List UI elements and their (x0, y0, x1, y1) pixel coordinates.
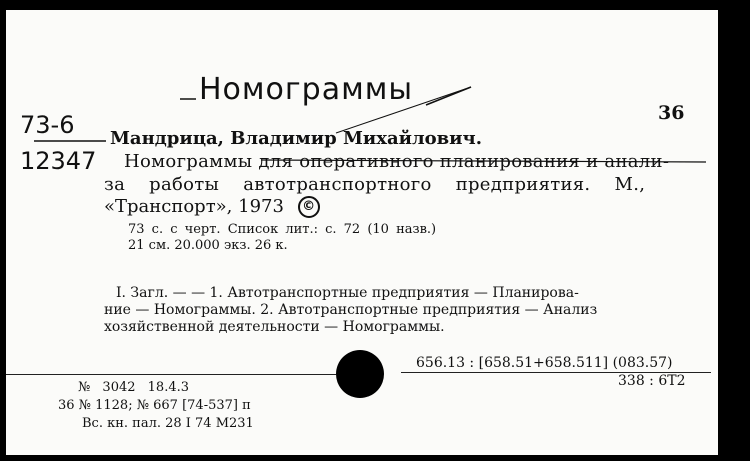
bbk-line: 338 : 6Т2 (618, 373, 686, 389)
subjects-line-3: хозяйственной деятельности — Номограммы. (104, 319, 445, 335)
udc-line: 656.13 : [658.51+658.511] (083.57) (416, 355, 673, 371)
copyright-icon: © (298, 196, 320, 218)
publisher-line (104, 196, 320, 218)
author-heading: Мандрица, Владимир Михайлович. (110, 128, 482, 149)
reg-line-1: № 3042 18.4.3 (78, 380, 189, 395)
card-number: 36 (658, 102, 685, 124)
call-number-bottom: 12347 (20, 147, 97, 175)
left-rule (6, 374, 336, 375)
title-line-2: за работы автотранспортного предприятия. М., (104, 174, 646, 195)
subjects-line-2: ние — Номограммы. 2. Автотранспортные предприятия — Анализ (104, 302, 598, 318)
catalog-card (6, 10, 718, 455)
punch-hole (336, 350, 384, 398)
size-line: 21 см. 20.000 экз. 26 к. (128, 238, 288, 253)
subjects-line-1: I. Загл. — — 1. Автотранспортные предприятия — Планирова- (116, 285, 579, 301)
reg-line-2: 36 № 1128; № 667 [74-537] п (58, 398, 251, 413)
reg-line-3: Вс. кн. пал. 28 I 74 М231 (82, 416, 254, 431)
publisher-text: «Транспорт», 1973 (104, 196, 284, 217)
handwritten-heading: Номограммы (199, 72, 414, 107)
pages-line: 73 с. с черт. Список лит.: с. 72 (10 назв.) (128, 222, 437, 237)
call-number-top: 73-6 (20, 111, 75, 139)
title-line-1: Номограммы для оперативного планирования и анали- (124, 151, 670, 172)
